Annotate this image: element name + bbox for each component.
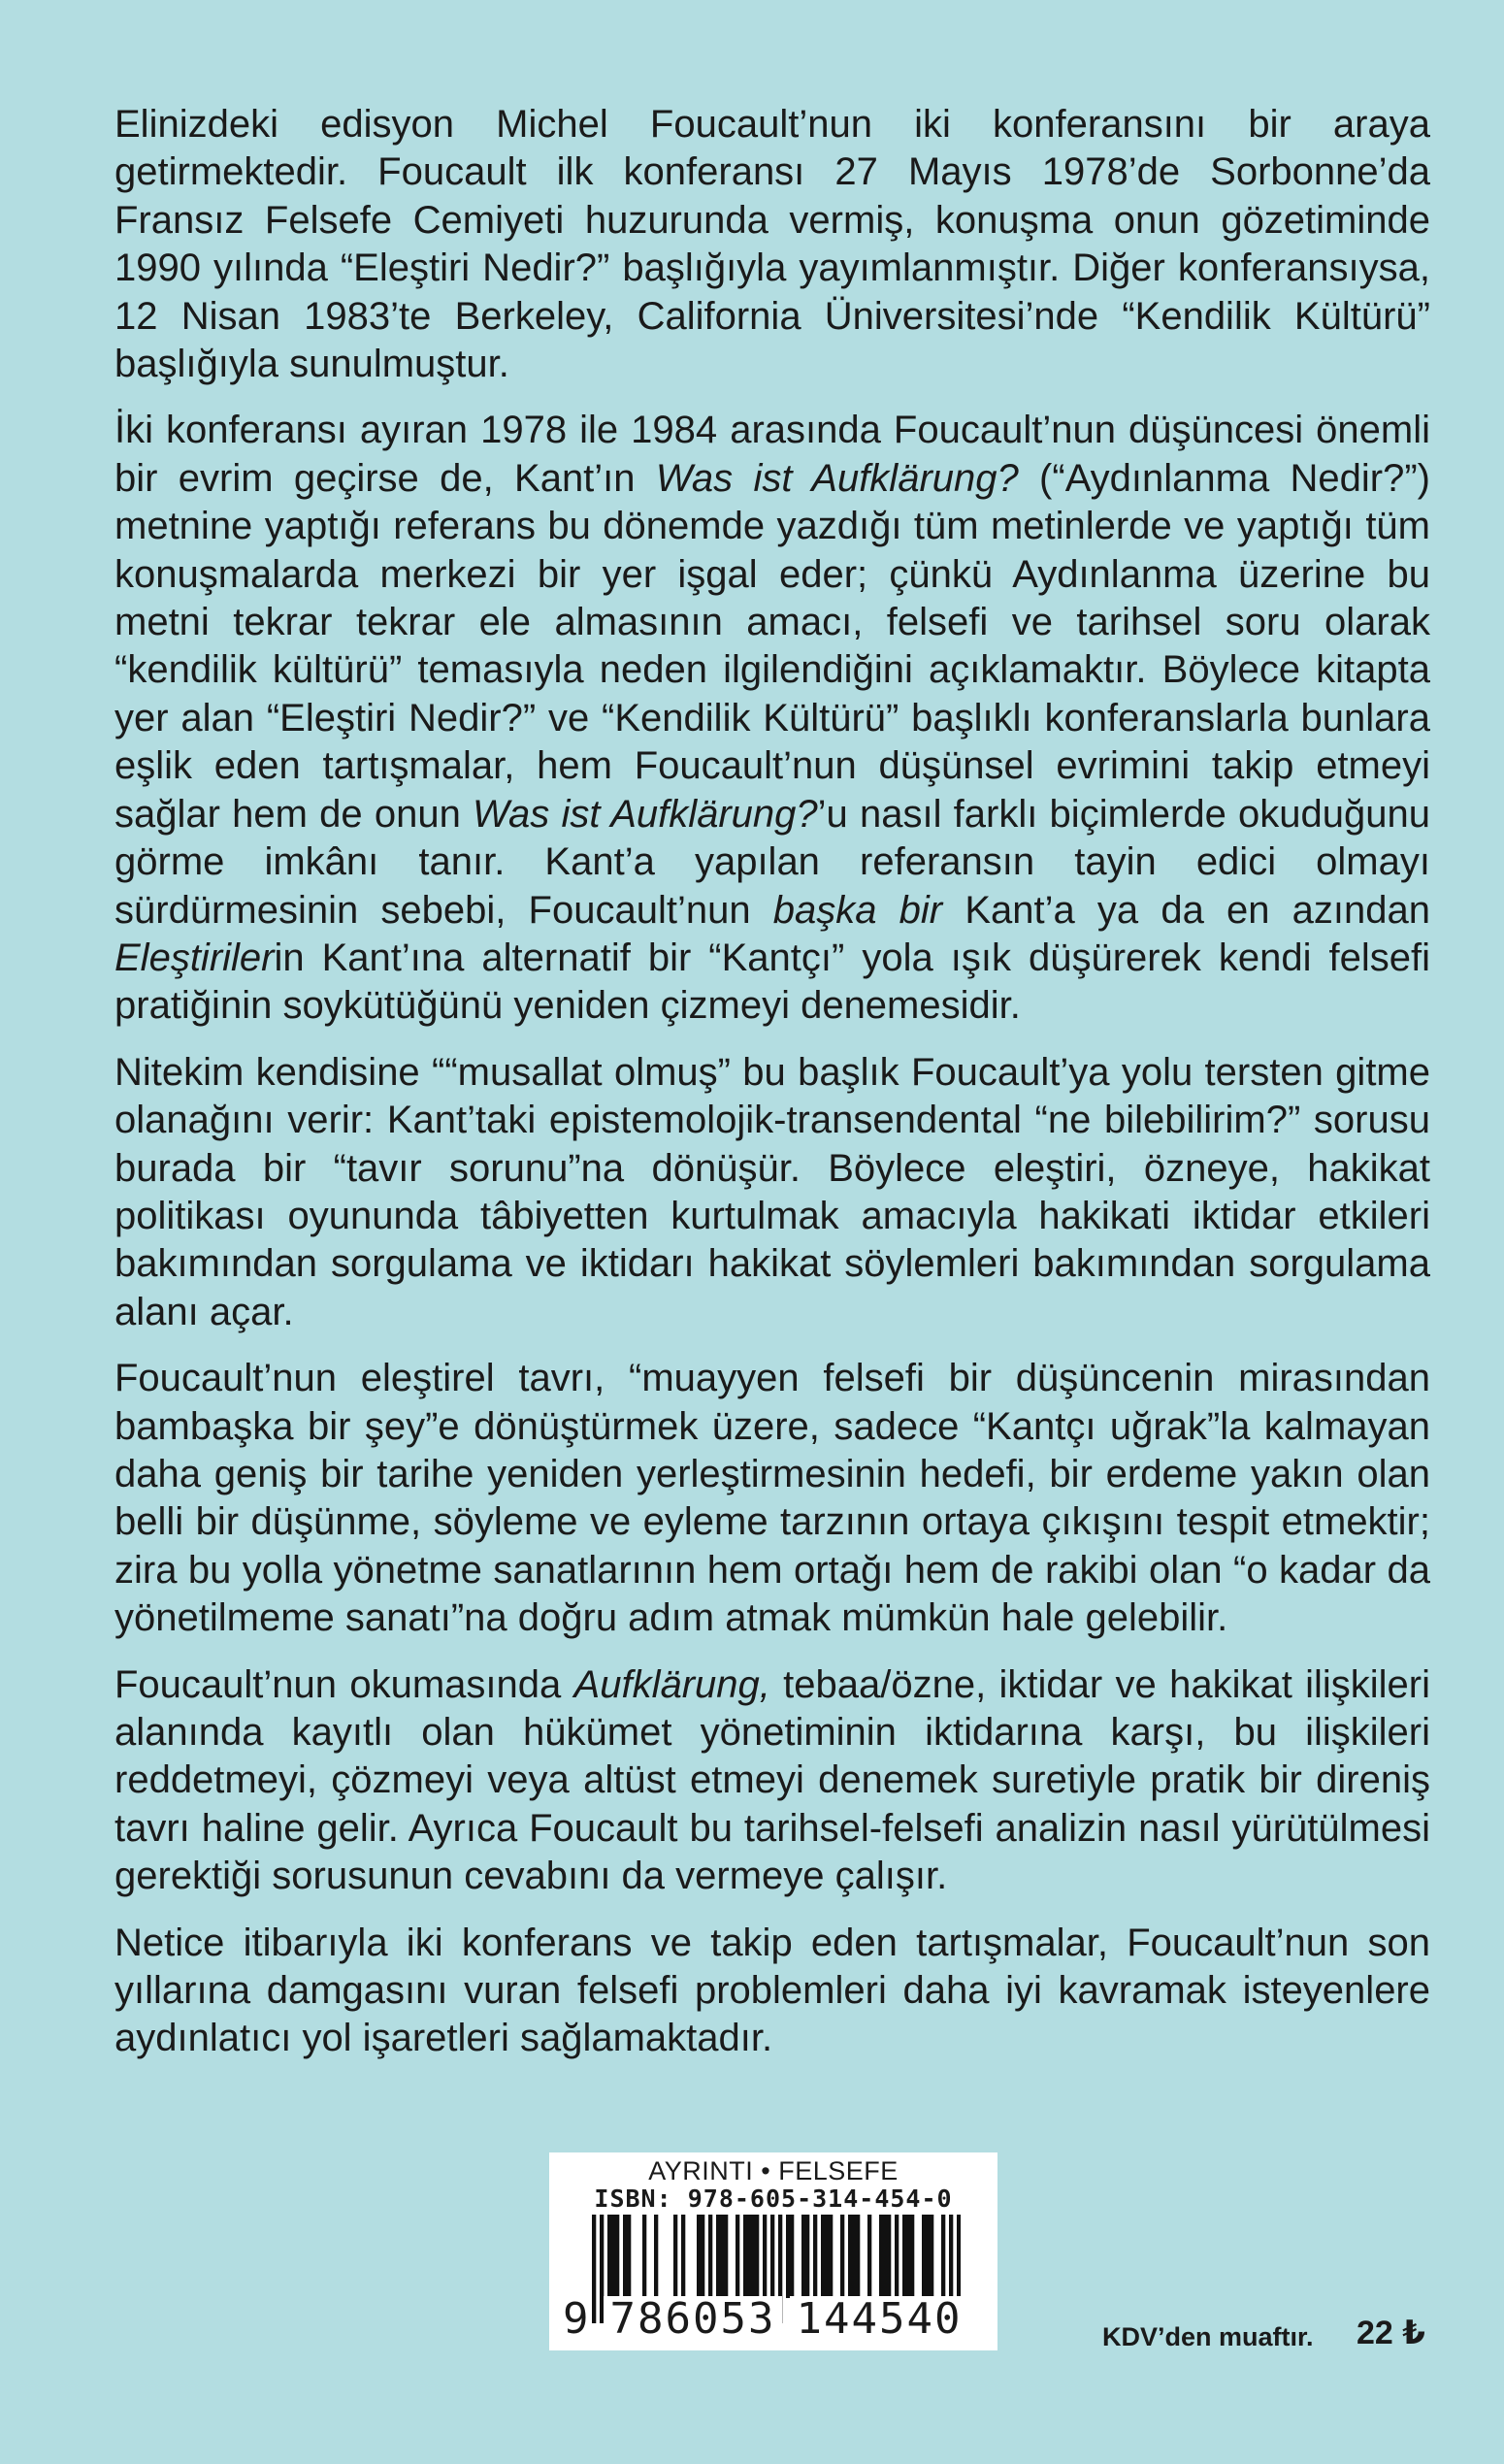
barcode-bar — [930, 2215, 933, 2298]
barcode-bar — [805, 2215, 809, 2298]
barcode-bar — [786, 2215, 790, 2298]
paragraph-6 — [114, 1920, 1430, 2063]
barcode-bar — [673, 2215, 677, 2298]
barcode-bar — [743, 2215, 747, 2298]
barcode-bar — [887, 2215, 891, 2298]
barcode-bar — [852, 2215, 856, 2298]
barcode-bar — [926, 2215, 930, 2298]
barcode-bar — [736, 2215, 739, 2298]
paragraph-2 — [114, 407, 1430, 1030]
text-run: in Kant’ına alternatif bir “Kantçı” yola ışık düşürerek kendi felsefi pratiğinin soykütüğünü yeniden çizmeyi denemesidir. — [114, 936, 1430, 1028]
text-run: Netice itibarıyla iki konferans ve takip eden tartışmalar, Foucault’nun son yıllarına damgasını vuran felsefi problemleri daha iyi kavramak isteyenlere aydınlatıcı yol işaretleri sağlamaktadır. — [114, 1921, 1430, 2060]
tax-exempt-note: KDV’den muaftır. — [1102, 2322, 1314, 2351]
barcode-digit-lead: 9 — [563, 2294, 589, 2344]
barcode-bar — [627, 2215, 631, 2298]
text-run: Elinizdeki edisyon Michel Foucault’nun iki konferansını bir araya getirmektedir. Foucault ilk konferansı 27 Mayıs 1978’de Sorbonne’da Fransız Felsefe Cemiyeti huzurunda vermiş, konuşma onun gözetiminde 1990 yılında “Eleştiri Nedir?” başlığıyla yayımlanmıştır. Diğer konferansıysa, 12 Nisan 1983’te Berkeley, California Üniversitesi’nde “Kendilik Kültürü” başlığıyla sunulmuştur. — [114, 103, 1430, 386]
barcode-bar — [611, 2215, 615, 2298]
text-run: Foucault’nun eleştirel tavrı, “muayyen felsefi bir düşüncenin mirasından bambaşka bir şey”e dönüştürmek üzere, sadece “Kantçı uğrak”la kalmayan daha geniş bir tarihe yeniden yerleştirmesinin hedefi, bir erdeme yakın olan belli bir düşünme, söyleme ve eyleme tarzının ortaya çıkışını tespit etmektir; zira bu yolla yönetme sanatlarının hem ortağı hem de rakibi olan “o kadar da yönetilmeme sanatı”na doğru adım atmak mümkün hale gelebilir. — [114, 1357, 1430, 1640]
barcode-label — [549, 2152, 997, 2350]
text-run: (“Aydınlanma Nedir?”) metnine yaptığı referans bu dönemde yazdığı tüm metinlerde ve yaptığı tüm konuşmalarda merkezi bir yer işgal eder; çünkü Aydınlanma üzerine bu metni tekrar tekrar ele almasının amacı, felsefi ve tarihsel soru olarak “kendilik kültürü” temasıyla neden ilgilendiğini açıklamaktır. Böylece kitapta yer alan “Eleştiri Nedir?” ve “Kendilik Kültürü” başlıklı konferanslarla bunlara eşlik eden tartışmalar, hem Foucault’nun düşünsel evrimini takip etmeyi sağlar hem de onun — [114, 456, 1430, 836]
barcode-bar — [701, 2215, 704, 2298]
text-run: Nitekim kendisine ““musallat olmuş” bu başlık Foucault’ya yolu tersten gitme olanağını verir: Kant’taki epistemolojik-transendental “ne bilebilirim?” sorusu burada bir “tavır sorunu”na dönüşür. Böylece eleştiri, özneye, hakikat politikası oyununda tâbiyetten kurtulmak amacıyla hakikati iktidar etkileri bakımından sorgulama ve iktidarı hakikat söylemleri bakımından sorgulama alanı açar. — [114, 1050, 1430, 1333]
barcode-bar — [755, 2215, 759, 2298]
barcode-bar — [848, 2215, 852, 2298]
barcode-bar — [840, 2215, 844, 2298]
barcode-bar — [763, 2215, 767, 2298]
barcode-bar — [879, 2215, 883, 2298]
text-run: İki konferansı ayıran 1978 ile 1984 arasında Foucault’nun düşüncesi önemli bir evrim geçirse de, Kant’ın — [114, 409, 1430, 500]
barcode-bar — [856, 2215, 860, 2298]
barcode-bar — [654, 2215, 658, 2298]
barcode-bar — [716, 2215, 720, 2298]
paragraph-3 — [114, 1049, 1430, 1336]
back-cover-text — [114, 101, 1430, 2082]
price-label: 22 ₺ — [1357, 2315, 1425, 2351]
italic-title: Aufklärung, — [573, 1662, 770, 1706]
barcode-bar — [941, 2215, 945, 2298]
barcode-bar — [910, 2215, 914, 2298]
barcode-bar — [642, 2215, 646, 2298]
barcode-bar — [681, 2215, 685, 2298]
barcode-bar — [592, 2215, 596, 2323]
barcode-bar — [720, 2215, 724, 2298]
barcode-bar — [902, 2215, 906, 2298]
isbn-number: ISBN: 978-605-314-454-0 — [594, 2185, 953, 2213]
barcode-bar — [922, 2215, 926, 2298]
barcode-bar — [790, 2215, 794, 2298]
barcode-bar — [895, 2215, 899, 2298]
barcode-bar — [829, 2215, 833, 2298]
barcode-bar — [724, 2215, 728, 2298]
barcode-bar — [813, 2215, 817, 2298]
barcode-bar — [615, 2215, 619, 2298]
barcode-bar — [697, 2215, 701, 2298]
barcode-bar — [751, 2215, 755, 2298]
barcode-bar — [623, 2215, 627, 2298]
text-run: Kant’a ya da en azından — [942, 888, 1431, 932]
barcode-bar — [607, 2215, 611, 2298]
paragraph-1 — [114, 101, 1430, 388]
paragraph-5 — [114, 1661, 1430, 1901]
barcode-digits-right: 144540 — [790, 2296, 968, 2343]
barcode-bar — [867, 2215, 871, 2298]
italic-title: Was ist Aufklärung? — [473, 792, 818, 836]
italic-title: Eleştiriler — [114, 936, 275, 979]
italic-title: başka bir — [772, 888, 943, 932]
barcode-bar — [821, 2215, 825, 2298]
barcode-digits-left: 786053 — [604, 2296, 782, 2343]
barcode-bar — [801, 2215, 805, 2298]
text-run: Foucault’nun okumasında — [114, 1662, 574, 1706]
text-run: tebaa/özne, iktidar ve hakikat ilişkileri alanında kayıtlı olan hükümet yönetiminin iktidarına karşı, bu ilişkileri reddetmeyi, çözmeyi veya altüst etmeyi denemek suretiyle pratik bir direniş tavrı haline gelir. Ayrıca Foucault bu tarihsel-felsefi analizin nasıl yürütülmesi gerektiği sorusunun cevabını da vermeye çalışır. — [114, 1662, 1430, 1898]
barcode-bar — [906, 2215, 910, 2298]
paragraph-4 — [114, 1355, 1430, 1642]
barcode-bar — [708, 2215, 712, 2298]
italic-title: Was ist Aufklärung? — [655, 456, 1019, 500]
barcode-bar — [747, 2215, 751, 2298]
barcode-bar — [883, 2215, 887, 2298]
barcode-bar — [825, 2215, 829, 2298]
publisher-series: AYRINTI • FELSEFE — [648, 2156, 899, 2185]
text-run: ’u nasıl farklı biçimlerde okuduğunu görme imkânı tanır. Kant’a yapılan referansın tayin edici olmayı sürdürmesinin sebebi, Foucault’nun — [114, 792, 1431, 932]
